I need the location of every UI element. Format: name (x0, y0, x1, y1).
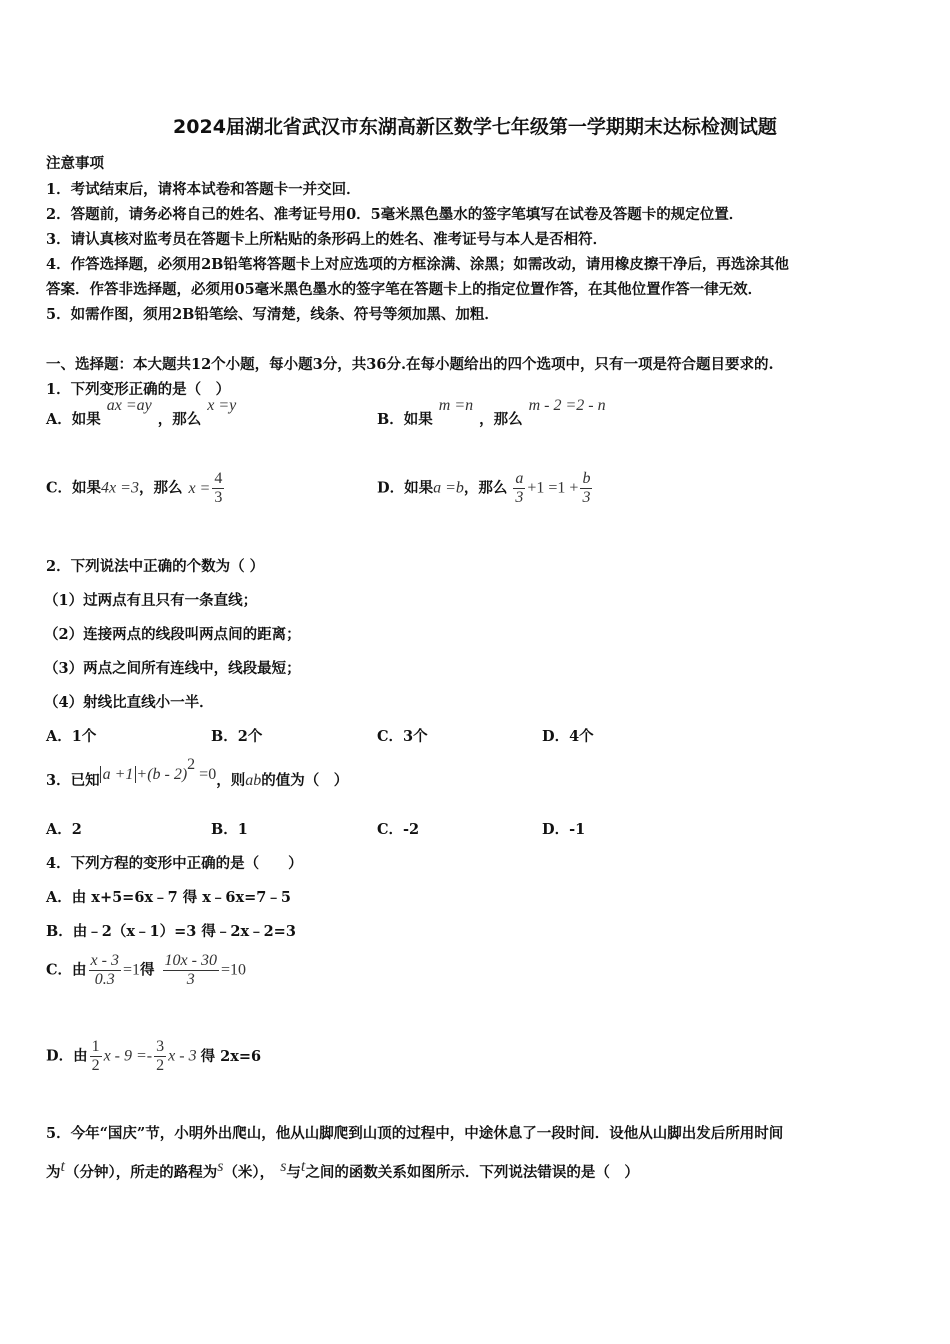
q4-option-c: C．由 $\frac{x - 3}{0.3}$ =1得 $\frac{10x - 30}{3}$ =10 (46, 952, 246, 988)
q2-statement: （4）射线比直线小一半． (44, 694, 214, 711)
notice-item: 2．答题前，请务必将自己的姓名、准考证号用0．5毫米黑色墨水的签字笔填写在试卷及答题卡的规定位置． (46, 206, 744, 223)
q4-option-b: B．由﹣2（x﹣1）=3 得﹣2x﹣2=3 (46, 923, 296, 940)
q2-option-b: B．2个 (211, 728, 263, 745)
q2-statement: （2）连接两点的线段叫两点间的距离； (44, 626, 301, 643)
notice-item: 5．如需作图，须用2B铅笔绘、写清楚，线条、符号等须加黑、加粗． (46, 306, 499, 323)
question-2-stem: 2．下列说法中正确的个数为（ ） (46, 558, 265, 575)
page-title: 2024届湖北省武汉市东湖高新区数学七年级第一学期期末达标检测试题 (173, 116, 777, 138)
q2-option-c: C．3个 (377, 728, 428, 745)
q1-option-c: C．如果4x =3，那么 x = $\frac{4}{3}$ (46, 470, 223, 506)
q4-option-d: D．由 $\frac{1}{2}$ x - 9 =- $\frac{3}{2}$ x - 3 得 2x=6 (46, 1038, 262, 1074)
question-5-stem-cont: 为$^t$（分钟），所走的路程为$^s$（米）， $^s$与$^t$之间的函数关系如图所示．下列说法错误的是（ ） (46, 1158, 639, 1181)
q1-option-d: D．如果a =b，那么 $\frac{a}{3}$ +1 =1 + $\frac{b}{3}$ (377, 470, 591, 506)
notice-item: 1．考试结束后，请将本试卷和答题卡一并交回． (46, 181, 361, 198)
q1-option-b: B．如果m =n，那么m - 2 =2 - n (377, 397, 606, 428)
question-4-stem: 4．下列方程的变形中正确的是（ ） (46, 855, 303, 872)
q2-option-a: A．1个 (46, 728, 97, 745)
notice-item: 3．请认真核对监考员在答题卡上所粘贴的条形码上的姓名、准考证号与本人是否相符． (46, 231, 608, 248)
notice-item: 4．作答选择题，必须用2B铅笔将答题卡上对应选项的方框涂满、涂黑；如需改动，请用橡皮擦干净后，再选涂其他 (46, 256, 789, 273)
question-1-stem: 1．下列变形正确的是（ ） (46, 381, 231, 398)
q2-option-d: D．4个 (542, 728, 594, 745)
q4-option-a: A．由 x+5=6x﹣7 得 x﹣6x=7﹣5 (46, 889, 291, 906)
q3-option-d: D．-1 (542, 821, 586, 838)
q3-option-a: A．2 (46, 821, 82, 838)
section-heading: 一、选择题：本大题共12个小题，每小题3分，共36分.在每小题给出的四个选项中，只有一项是符合题目要求的. (46, 356, 774, 373)
q3-option-b: B．1 (211, 821, 248, 838)
question-3-stem: 3．已知 a +1 +(b - 2)$^2$=0，则ab的值为（ ） (46, 756, 349, 789)
q3-option-c: C．-2 (377, 821, 420, 838)
notice-item: 答案．作答非选择题，必须用05毫米黑色墨水的签字笔在答题卡上的指定位置作答，在其他位置作答一律无效． (46, 281, 763, 298)
notice-heading: 注意事项 (46, 155, 104, 172)
q2-statement: （3）两点之间所有连线中，线段最短； (44, 660, 301, 677)
q2-statement: （1）过两点有且只有一条直线； (44, 592, 258, 609)
question-5-stem: 5．今年“国庆”节，小明外出爬山，他从山脚爬到山顶的过程中，中途休息了一段时间．设他从山脚出发后所用时间 (46, 1125, 784, 1142)
q1-option-a: A．如果ax =ay，那么x =y (46, 397, 237, 428)
